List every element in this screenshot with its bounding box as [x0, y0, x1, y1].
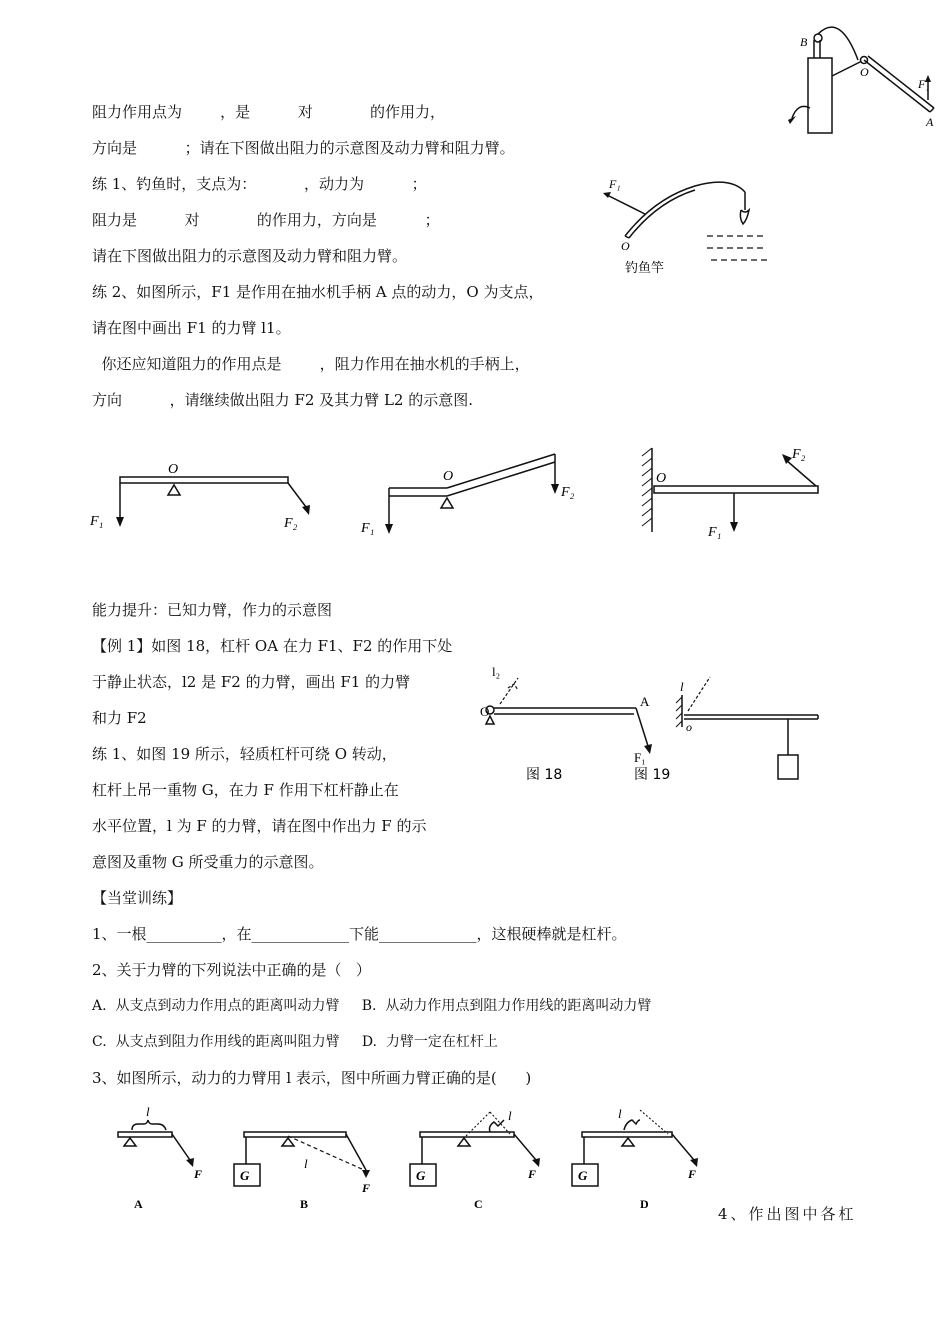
text-line-14: 练 1、如图 19 所示，轻质杠杆可绕 O 转动， — [92, 745, 397, 763]
question-2-options-ab: A. 从支点到动力作用点的距离叫动力臂 B. 从动力作用点到阻力作用线的距离叫动力臂 — [92, 998, 652, 1014]
text-line-6: 练 2、如图所示，F1 是作用在抽水机手柄 A 点的动力，O 为支点， — [92, 283, 544, 301]
fishing-rod-figure — [595, 168, 795, 280]
option-a-f: F — [194, 1167, 203, 1181]
fig19-caption: 图 19 — [634, 767, 671, 783]
lever2-label-f1: F₁ — [361, 521, 375, 536]
lever1-label-o: O — [168, 462, 179, 477]
fig18-caption: 图 18 — [526, 767, 563, 783]
lever1-label-f2: F₂ — [284, 516, 298, 531]
option-c-figure — [406, 1100, 556, 1215]
option-d-label: D — [640, 1197, 649, 1211]
text-line-5: 请在下图做出阻力的示意图及动力臂和阻力臂。 — [92, 247, 408, 265]
option-a-l: l — [146, 1104, 150, 1119]
question-1: 1、一根__________，在_____________下能_____________，这根硬棒就是杠杆。 — [92, 925, 627, 943]
text-line-1: 阻力作用点为 ，是 对 的作用力， — [92, 103, 446, 121]
text-line-11: 【例 1】如图 18，杠杆 OA 在力 F1、F2 的作用下处 — [92, 637, 453, 655]
question-3: 3、如图所示，动力的力臂用 l 表示，图中所画力臂正确的是( ) — [92, 1069, 532, 1087]
lever1-label-f1: F₁ — [90, 514, 104, 529]
text-line-4: 阻力是 对 的作用力，方向是 ； — [92, 211, 440, 229]
pump-label-f1: F₁ — [918, 77, 930, 91]
lever3-label-f2: F₂ — [792, 447, 806, 462]
option-c-l: l — [508, 1108, 512, 1123]
lever3-label-o: O — [656, 471, 667, 486]
option-b-label: B — [300, 1197, 309, 1211]
option-b-f: F — [362, 1181, 371, 1195]
rod-label-o: O — [621, 239, 630, 253]
option-c-f: F — [528, 1167, 537, 1181]
option-b-l: l — [304, 1156, 308, 1171]
fig19-label-o: o — [686, 720, 692, 734]
text-line-2: 方向是 ；请在下图做出阻力的示意图及动力臂和阻力臂。 — [92, 139, 515, 157]
text-line-10: 能力提升：已知力臂，作力的示意图 — [92, 601, 333, 619]
question-4: 4、作出图中各杠 — [718, 1205, 857, 1223]
lever-figure-1 — [88, 455, 328, 540]
option-a-label: A — [134, 1197, 143, 1211]
option-d-l: l — [618, 1106, 622, 1121]
section-heading: 【当堂训练】 — [92, 889, 183, 907]
fig18-label-f1: F₁ — [634, 750, 646, 765]
lever3-label-f1: F₁ — [708, 525, 722, 540]
rod-caption: 钓鱼竿 — [625, 261, 665, 276]
option-b-figure — [230, 1100, 380, 1215]
text-line-8: 你还应知道阻力的作用点是 ，阻力作用在抽水机的手柄上， — [92, 355, 530, 373]
fig18-label-a: A — [640, 694, 650, 709]
option-d-f: F — [688, 1167, 697, 1181]
pump-label-a: A — [926, 115, 934, 129]
fig18-label-o: O — [480, 704, 490, 719]
question-2: 2、关于力臂的下列说法中正确的是（ ） — [92, 961, 371, 979]
rod-label-f1: F₁ — [609, 177, 621, 191]
pump-figure — [780, 20, 940, 135]
fig19-label-l: l — [680, 679, 684, 694]
text-line-12: 于静止状态，l2 是 F2 的力臂，画出 F1 的力臂 — [92, 673, 411, 691]
text-line-16: 水平位置，l 为 F 的力臂，请在图中作出力 F 的示 — [92, 817, 427, 835]
option-c-label: C — [474, 1197, 483, 1211]
text-line-15: 杠杆上吊一重物 G，在力 F 作用下杠杆静止在 — [92, 781, 399, 799]
lever-figure-3 — [640, 440, 840, 545]
text-line-9: 方向 ，请继续做出阻力 F2 及其力臂 L2 的示意图. — [92, 391, 473, 409]
text-line-13: 和力 F2 — [92, 709, 147, 727]
lever2-label-f2: F₂ — [561, 485, 575, 500]
question-2-options-cd: C. 从支点到阻力作用线的距离叫阻力臂 D. 力臂一定在杠杆上 — [92, 1034, 498, 1050]
option-b-g: G — [240, 1168, 250, 1183]
pump-label-b: B — [800, 35, 808, 49]
fig18-label-l2: l₂ — [492, 664, 501, 679]
text-line-17: 意图及重物 G 所受重力的示意图。 — [92, 853, 324, 871]
pump-label-o: O — [860, 65, 869, 79]
option-a-figure — [112, 1100, 222, 1215]
option-d-g: G — [578, 1168, 588, 1183]
lever2-label-o: O — [443, 469, 454, 484]
lever-figure-2 — [355, 450, 595, 545]
option-c-g: G — [416, 1168, 426, 1183]
text-line-7: 请在图中画出 F1 的力臂 l1。 — [92, 319, 291, 337]
option-d-figure — [568, 1100, 718, 1215]
text-line-3: 练 1、钓鱼时，支点为： ，动力为 ； — [92, 175, 427, 193]
figure-19 — [630, 675, 830, 790]
